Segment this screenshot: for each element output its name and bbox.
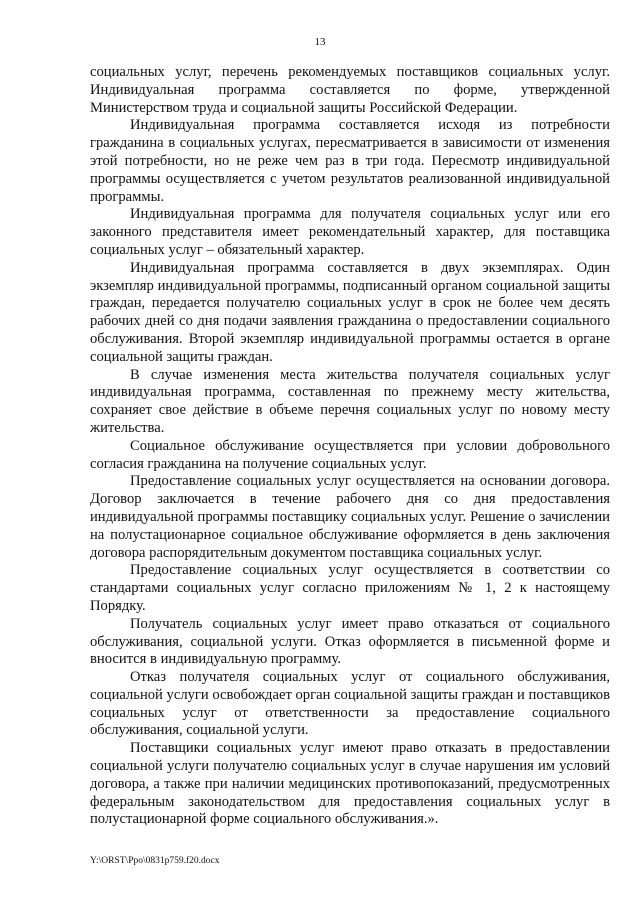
paragraph-1: социальных услуг, перечень рекомендуемых поставщиков социальных услуг. Индивидуальная программа составляется по форме, утвержденной Министерством труда и социальной защиты Российской Федерации. bbox=[90, 64, 610, 116]
paragraph-10: Отказ получателя социальных услуг от социального обслуживания, социальной услуги освобождает орган социальной защиты граждан и поставщиков социальных услуг от ответственности за предоставление социального обслуживания, социальной услуги. bbox=[90, 669, 610, 739]
paragraph-3: Индивидуальная программа для получателя социальных услуг или его законного представителя имеет рекомендательный характер, для поставщика социальных услуг – обязательный характер. bbox=[90, 206, 610, 258]
footer-file-path: Y:\ORST\Ppo\0831p759.f20.docx bbox=[90, 856, 220, 866]
paragraph-11: Поставщики социальных услуг имеют право отказать в предоставлении социальной услуги получателю социальных услуг в случае нарушения им условий договора, а также при наличии медицинских противопоказаний, предусмотренных федеральным законодательством для предоставления социальных услуг в полустационарной форме социального обслуживания.». bbox=[90, 740, 610, 828]
paragraph-6: Социальное обслуживание осуществляется при условии добровольного согласия гражданина на получение социальных услуг. bbox=[90, 437, 610, 472]
paragraph-5: В случае изменения места жительства получателя социальных услуг индивидуальная программа, составленная по прежнему месту жительства, сохраняет свое действие в объеме перечня социальных услуг по новому месту жительства. bbox=[90, 366, 610, 436]
paragraph-9: Получатель социальных услуг имеет право отказаться от социального обслуживания, социальной услуги. Отказ оформляется в письменной форме и вносится в индивидуальную программу. bbox=[90, 615, 610, 668]
paragraph-2: Индивидуальная программа составляется исходя из потребности гражданина в социальных услугах, пересматривается в зависимости от изменения этой потребности, но не реже чем раз в три года. Пересмотр индивидуальной программы осуществляется с учетом результатов реализованной индивидуальной программы. bbox=[90, 117, 610, 205]
paragraph-4: Индивидуальная программа составляется в двух экземплярах. Один экземпляр индивидуальной программы, подписанный органом социальной защиты граждан, передается получателю социальных услуг в срок не более чем десять рабочих дней со дня подачи заявления гражданина о предоставлении социального обслуживания. Второй экземпляр индивидуальной программы остается в органе социальной защиты граждан. bbox=[90, 259, 610, 365]
page-number: 13 bbox=[314, 36, 326, 48]
paragraph-8: Предоставление социальных услуг осуществляется в соответствии со стандартами социальных услуг согласно приложениям № 1, 2 к настоящему Порядку. bbox=[90, 562, 610, 614]
paragraph-7: Предоставление социальных услуг осуществляется на основании договора. Договор заключается в течение рабочего дня со дня предоставления индивидуальной программы поставщику социальных услуг. Решение о зачислении на полустационарное социальное обслуживание оформляется в день заключения договора распорядительным документом поставщика социальных услуг. bbox=[90, 473, 610, 561]
document-body bbox=[90, 64, 610, 829]
